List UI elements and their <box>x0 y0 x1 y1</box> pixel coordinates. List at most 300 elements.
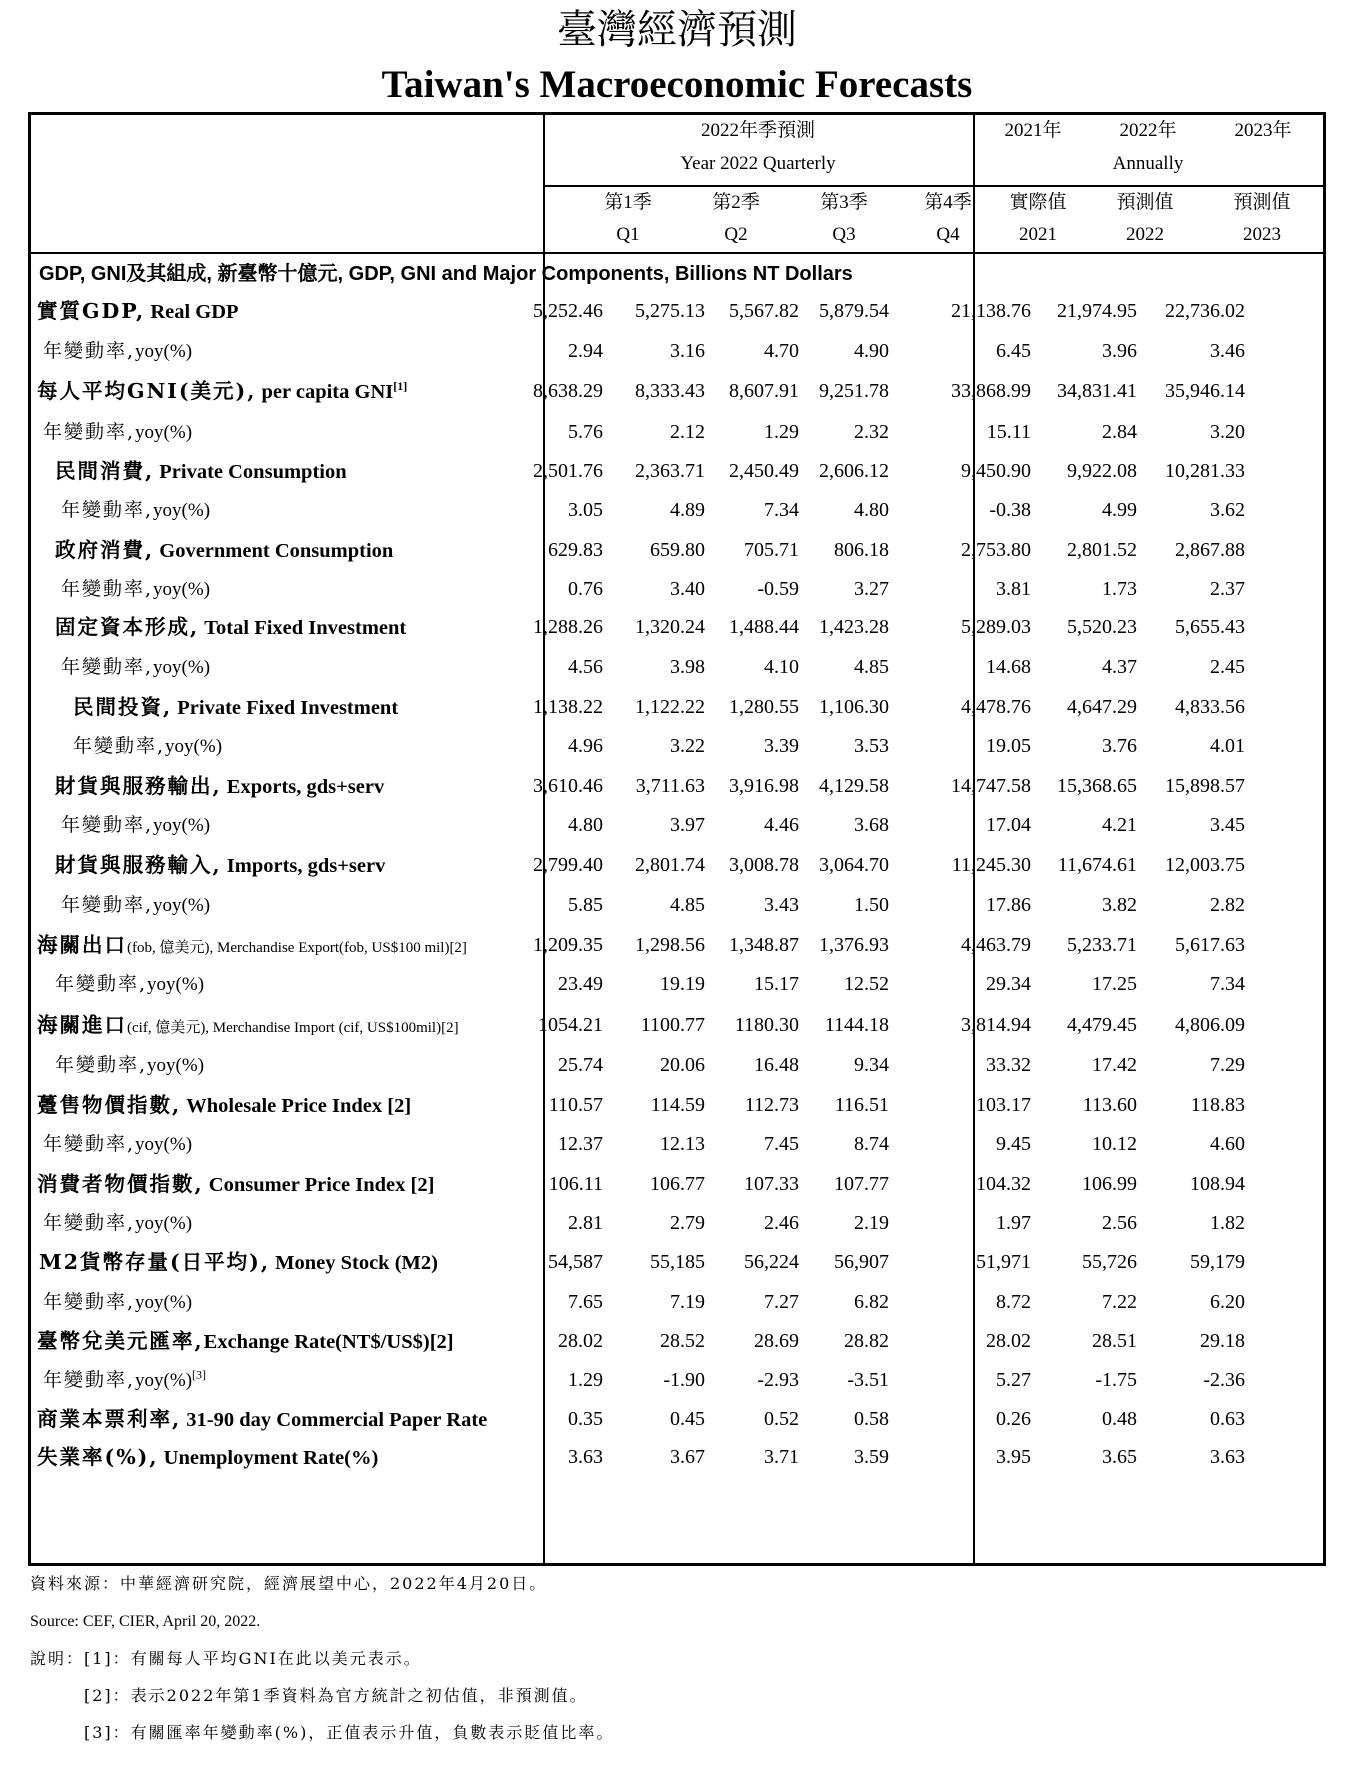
value-cell: 2,363.71 <box>635 460 705 482</box>
value-cell: 106.99 <box>1082 1173 1137 1195</box>
value-cell: 3.95 <box>996 1446 1031 1468</box>
row-label-zh: 年變動率, <box>61 894 154 916</box>
value-cell: 12,003.75 <box>1165 854 1245 876</box>
row-label-en: Total Fixed Investment <box>199 617 407 639</box>
value-cell: 4.85 <box>854 656 889 678</box>
value-cell: 2.37 <box>1210 578 1245 600</box>
value-cell: -1.75 <box>1095 1369 1137 1391</box>
value-cell: 4.90 <box>854 340 889 362</box>
row-label-en: yoy(%) <box>153 895 211 916</box>
row-label <box>43 333 192 369</box>
value-cell: 3.16 <box>670 340 705 362</box>
row-label <box>55 532 393 568</box>
year-2022-header: 2022年 <box>1119 120 1177 141</box>
value-cell: 3.82 <box>1102 894 1137 916</box>
row-label <box>43 1362 206 1398</box>
value-cell: 1,209.35 <box>533 934 603 956</box>
row-label <box>37 1166 434 1202</box>
value-cell: 19.19 <box>660 973 705 995</box>
value-cell: 3.40 <box>670 578 705 600</box>
value-cell: 21,974.95 <box>1057 300 1137 322</box>
table-row <box>31 1401 1329 1437</box>
value-cell: 9,251.78 <box>819 380 889 402</box>
col-q3-zh: 第3季 <box>820 192 868 213</box>
row-label-en: yoy(%) <box>153 815 211 836</box>
row-label-en: (fob, 億美元), Merchandise Export(fob, US$100 mil)[2] <box>127 940 467 956</box>
row-label-zh: 政府消費, <box>55 538 155 562</box>
table-row <box>31 847 1329 883</box>
value-cell: 4.85 <box>670 894 705 916</box>
value-cell: 15.17 <box>754 973 799 995</box>
value-cell: 0.76 <box>568 578 603 600</box>
value-cell: 17.42 <box>1092 1054 1137 1076</box>
value-cell: 114.59 <box>650 1094 705 1116</box>
row-label-zh: 海關出口 <box>37 933 127 957</box>
value-cell: 107.33 <box>744 1173 799 1195</box>
value-cell: 1,423.28 <box>819 616 889 638</box>
row-label-zh: 年變動率, <box>43 1212 136 1234</box>
value-cell: 28.02 <box>558 1330 603 1352</box>
value-cell: 2.45 <box>1210 656 1245 678</box>
row-label-en: (cif, 億美元), Merchandise Import (cif, US$100mil)[2] <box>127 1020 459 1036</box>
row-label <box>37 1323 454 1359</box>
title-chinese: 臺灣經濟預測 <box>557 7 797 53</box>
row-label <box>55 768 384 804</box>
row-label-zh: 年變動率, <box>61 578 154 600</box>
col-2023-zh: 預測值 <box>1233 192 1291 213</box>
row-label-en: per capita GNI <box>256 381 394 403</box>
table-row <box>31 1284 1329 1320</box>
value-cell: 4.80 <box>854 499 889 521</box>
forecast-table <box>28 112 1326 1566</box>
col-q2-en: Q2 <box>724 224 748 245</box>
value-cell: 2.81 <box>568 1212 603 1234</box>
value-cell: -2.93 <box>757 1369 799 1391</box>
row-label-zh: 年變動率, <box>43 1291 136 1313</box>
value-cell: 6.82 <box>854 1291 889 1313</box>
value-cell: 14.68 <box>986 656 1031 678</box>
value-cell: 5,275.13 <box>635 300 705 322</box>
value-cell: 4,833.56 <box>1175 696 1245 718</box>
row-label-zh: 年變動率, <box>43 1133 136 1155</box>
value-cell: 5.85 <box>568 894 603 916</box>
quarterly-header-en: Year 2022 Quarterly <box>680 153 836 174</box>
value-cell: 8,638.29 <box>533 380 603 402</box>
table-row <box>31 571 1329 607</box>
table-row <box>31 1205 1329 1241</box>
value-cell: 3.43 <box>764 894 799 916</box>
row-label-en: yoy(%) <box>135 1292 193 1313</box>
table-row <box>31 768 1329 804</box>
value-cell: 1.50 <box>854 894 889 916</box>
value-cell: 6.20 <box>1210 1291 1245 1313</box>
value-cell: 1,122.22 <box>635 696 705 718</box>
quarterly-header-zh: 2022年季預測 <box>700 120 815 141</box>
row-label-en: Imports, gds+serv <box>221 855 386 877</box>
table-row <box>31 1244 1329 1280</box>
row-label-en: yoy(%) <box>135 422 193 443</box>
row-label-zh: 年變動率, <box>55 1054 148 1076</box>
value-cell: 5,567.82 <box>729 300 799 322</box>
value-cell: 14,747.58 <box>951 775 1031 797</box>
value-cell: 1100.77 <box>640 1014 705 1036</box>
value-cell: 33.32 <box>986 1054 1031 1076</box>
value-cell: 20.06 <box>660 1054 705 1076</box>
row-label-zh: 年變動率, <box>43 340 136 362</box>
value-cell: 7.34 <box>764 499 799 521</box>
table-row <box>31 1047 1329 1083</box>
value-cell: 3.81 <box>996 578 1031 600</box>
value-cell: 29.18 <box>1200 1330 1245 1352</box>
value-cell: 7.22 <box>1102 1291 1137 1313</box>
value-cell: 110.57 <box>548 1094 603 1116</box>
value-cell: 0.26 <box>996 1408 1031 1430</box>
value-cell: 0.58 <box>854 1408 889 1430</box>
value-cell: 1.82 <box>1210 1212 1245 1234</box>
value-cell: 5.27 <box>996 1369 1031 1391</box>
col-q4-en: Q4 <box>936 224 960 245</box>
value-cell: 4,806.09 <box>1175 1014 1245 1036</box>
value-cell: 4,647.29 <box>1067 696 1137 718</box>
row-label-en: Unemployment Rate(%) <box>158 1447 379 1469</box>
table-row <box>31 1087 1329 1123</box>
row-label-zh: 臺幣兌美元匯率, <box>37 1329 204 1353</box>
value-cell: 2.32 <box>854 421 889 443</box>
value-cell: 9.45 <box>996 1133 1031 1155</box>
row-label-zh: 年變動率, <box>61 656 154 678</box>
value-cell: 22,736.02 <box>1165 300 1245 322</box>
row-label <box>61 887 210 923</box>
value-cell: 4.89 <box>670 499 705 521</box>
value-cell: 0.45 <box>670 1408 705 1430</box>
row-label-en: yoy(%) <box>153 657 211 678</box>
value-cell: 5,252.46 <box>533 300 603 322</box>
value-cell: 0.35 <box>568 1408 603 1430</box>
value-cell: 12.52 <box>844 973 889 995</box>
value-cell: 1.29 <box>568 1369 603 1391</box>
value-cell: 17.86 <box>986 894 1031 916</box>
value-cell: 112.73 <box>744 1094 799 1116</box>
table-row <box>31 1126 1329 1162</box>
value-cell: -3.51 <box>847 1369 889 1391</box>
value-cell: 7.19 <box>670 1291 705 1313</box>
value-cell: 5,617.63 <box>1175 934 1245 956</box>
value-cell: 28.52 <box>660 1330 705 1352</box>
value-cell: 12.37 <box>558 1133 603 1155</box>
row-label-en: Private Fixed Investment <box>172 697 399 719</box>
value-cell: 7.65 <box>568 1291 603 1313</box>
value-cell: 2.12 <box>670 421 705 443</box>
footer-note-1: 說明：[1]：有關每人平均GNI在此以美元表示。 <box>30 1649 422 1668</box>
value-cell: 6.45 <box>996 340 1031 362</box>
value-cell: 0.52 <box>764 1408 799 1430</box>
footnote-ref: [1] <box>393 379 408 394</box>
value-cell: 5,520.23 <box>1067 616 1137 638</box>
row-label-en: Real GDP <box>145 301 239 323</box>
value-cell: 4.70 <box>764 340 799 362</box>
row-label <box>61 807 210 843</box>
value-cell: 3.05 <box>568 499 603 521</box>
row-label-en: yoy(%) <box>135 341 193 362</box>
value-cell: 4.01 <box>1210 735 1245 757</box>
value-cell: 0.48 <box>1102 1408 1137 1430</box>
col-q2-zh: 第2季 <box>712 192 760 213</box>
row-label-zh: 海關進口 <box>37 1013 127 1037</box>
value-cell: 3.71 <box>764 1446 799 1468</box>
value-cell: 17.25 <box>1092 973 1137 995</box>
table-row <box>31 532 1329 568</box>
row-label <box>37 1087 411 1123</box>
value-cell: 4.10 <box>764 656 799 678</box>
value-cell: 11,674.61 <box>1057 854 1137 876</box>
value-cell: 2,606.12 <box>819 460 889 482</box>
row-label-en: yoy(%) <box>153 500 211 521</box>
row-label <box>55 1047 204 1083</box>
row-label <box>37 927 467 963</box>
value-cell: 3.76 <box>1102 735 1137 757</box>
value-cell: -2.36 <box>1203 1369 1245 1391</box>
value-cell: 3.27 <box>854 578 889 600</box>
value-cell: 4,479.45 <box>1067 1014 1137 1036</box>
col-2021-en: 2021 <box>1019 224 1057 245</box>
row-label <box>61 492 210 528</box>
value-cell: 9,450.90 <box>961 460 1031 482</box>
value-cell: 3.67 <box>670 1446 705 1468</box>
table-row <box>31 333 1329 369</box>
value-cell: 113.60 <box>1082 1094 1137 1116</box>
value-cell: 4.99 <box>1102 499 1137 521</box>
value-cell: 2.56 <box>1102 1212 1137 1234</box>
value-cell: 5.76 <box>568 421 603 443</box>
value-cell: 7.29 <box>1210 1054 1245 1076</box>
value-cell: 1.97 <box>996 1212 1031 1234</box>
value-cell: 54,587 <box>548 1251 603 1273</box>
col-q3-en: Q3 <box>832 224 856 245</box>
table-row <box>31 807 1329 843</box>
value-cell: 5,655.43 <box>1175 616 1245 638</box>
value-cell: 2,799.40 <box>533 854 603 876</box>
row-label-zh: 固定資本形成, <box>55 615 200 639</box>
value-cell: 19.05 <box>986 735 1031 757</box>
value-cell: 2.84 <box>1102 421 1137 443</box>
value-cell: 56,224 <box>744 1251 799 1273</box>
row-label-zh: 實質GDP, <box>37 299 146 323</box>
value-cell: 1,348.87 <box>729 934 799 956</box>
value-cell: 59,179 <box>1190 1251 1245 1273</box>
value-cell: 3.39 <box>764 735 799 757</box>
value-cell: 3.63 <box>568 1446 603 1468</box>
value-cell: 9.34 <box>854 1054 889 1076</box>
table-row <box>31 649 1329 685</box>
col-q4-zh: 第4季 <box>924 192 972 213</box>
row-label-zh: 每人平均GNI(美元), <box>37 379 257 403</box>
value-cell: 3.59 <box>854 1446 889 1468</box>
value-cell: 4.21 <box>1102 814 1137 836</box>
value-cell: 4.60 <box>1210 1133 1245 1155</box>
row-label-zh: 年變動率, <box>61 814 154 836</box>
footer-note-2: [2]：表示2022年第1季資料為官方統計之初估值，非預測值。 <box>84 1686 588 1705</box>
row-label-zh: 失業率(%), <box>37 1445 159 1469</box>
value-cell: 103.17 <box>976 1094 1031 1116</box>
value-cell: 118.83 <box>1190 1094 1245 1116</box>
value-cell: 1180.30 <box>734 1014 799 1036</box>
row-label <box>37 373 407 409</box>
table-row <box>31 453 1329 489</box>
value-cell: 15.11 <box>986 421 1031 443</box>
value-cell: 3.96 <box>1102 340 1137 362</box>
row-label-en: Consumer Price Index [2] <box>203 1174 435 1196</box>
value-cell: 28.02 <box>986 1330 1031 1352</box>
value-cell: 806.18 <box>834 539 889 561</box>
value-cell: 3,916.98 <box>729 775 799 797</box>
value-cell: 7.27 <box>764 1291 799 1313</box>
value-cell: 23.49 <box>558 973 603 995</box>
table-row <box>31 1166 1329 1202</box>
value-cell: 17.04 <box>986 814 1031 836</box>
value-cell: 3.20 <box>1210 421 1245 443</box>
value-cell: 106.11 <box>548 1173 603 1195</box>
value-cell: 2.94 <box>568 340 603 362</box>
value-cell: 25.74 <box>558 1054 603 1076</box>
row-label-en: Money Stock (M2) <box>270 1252 438 1274</box>
row-label-zh: 年變動率, <box>43 1369 136 1391</box>
value-cell: 29.34 <box>986 973 1031 995</box>
value-cell: 28.51 <box>1092 1330 1137 1352</box>
value-cell: 2,867.88 <box>1175 539 1245 561</box>
value-cell: 28.82 <box>844 1330 889 1352</box>
value-cell: 3,008.78 <box>729 854 799 876</box>
footer-source-zh: 資料來源：中華經濟研究院，經濟展望中心，2022年4月20日。 <box>30 1574 548 1593</box>
value-cell: 1,280.55 <box>729 696 799 718</box>
row-label-zh: 消費者物價指數, <box>37 1172 204 1196</box>
col-q1-en: Q1 <box>616 224 640 245</box>
value-cell: 108.94 <box>1190 1173 1245 1195</box>
value-cell: 3.62 <box>1210 499 1245 521</box>
value-cell: 2.82 <box>1210 894 1245 916</box>
row-label <box>43 1284 192 1320</box>
row-label-zh: 年變動率, <box>55 973 148 995</box>
value-cell: -1.90 <box>663 1369 705 1391</box>
row-label <box>37 1007 459 1043</box>
value-cell: 4,478.76 <box>961 696 1031 718</box>
value-cell: 2,801.74 <box>635 854 705 876</box>
value-cell: 3.97 <box>670 814 705 836</box>
row-label <box>73 689 398 725</box>
value-cell: 4,463.79 <box>961 934 1031 956</box>
value-cell: 11,245.30 <box>951 854 1031 876</box>
value-cell: 1,106.30 <box>819 696 889 718</box>
value-cell: 3,610.46 <box>533 775 603 797</box>
value-cell: -0.38 <box>989 499 1031 521</box>
title-english: Taiwan's Macroeconomic Forecasts <box>381 63 973 106</box>
table-row <box>31 1323 1329 1359</box>
value-cell: 1054.21 <box>538 1014 603 1036</box>
row-label-en: yoy(%) <box>135 1213 193 1234</box>
row-label <box>43 1205 192 1241</box>
row-label <box>37 1401 487 1437</box>
value-cell: 10.12 <box>1092 1133 1137 1155</box>
value-cell: 55,185 <box>650 1251 705 1273</box>
value-cell: 3.45 <box>1210 814 1245 836</box>
value-cell: 1,376.93 <box>819 934 889 956</box>
value-cell: 107.77 <box>834 1173 889 1195</box>
header-bottom-border <box>31 252 1323 254</box>
footnote-ref: [3] <box>192 1367 207 1382</box>
footer-source-en: Source: CEF, CIER, April 20, 2022. <box>30 1613 261 1630</box>
annual-header-en: Annually <box>1112 153 1184 174</box>
row-label-zh: 民間投資, <box>73 695 173 719</box>
value-cell: 8,333.43 <box>635 380 705 402</box>
table-row <box>31 1007 1329 1043</box>
table-row <box>31 927 1329 963</box>
table-row <box>31 887 1329 923</box>
value-cell: 2,450.49 <box>729 460 799 482</box>
section-title: GDP, GNI及其組成, 新臺幣十億元, GDP, GNI and Major Components, Billions NT Dollars <box>39 263 853 285</box>
value-cell: 106.77 <box>650 1173 705 1195</box>
value-cell: 4.96 <box>568 735 603 757</box>
value-cell: 3.53 <box>854 735 889 757</box>
table-row <box>31 414 1329 450</box>
value-cell: 4.37 <box>1102 656 1137 678</box>
col-2022-en: 2022 <box>1126 224 1164 245</box>
value-cell: 2.46 <box>764 1212 799 1234</box>
row-label-en: yoy(%) <box>147 974 205 995</box>
row-label-zh: 財貨與服務輸入, <box>55 853 222 877</box>
value-cell: 2.19 <box>854 1212 889 1234</box>
row-label-en: 31-90 day Commercial Paper Rate <box>181 1409 488 1431</box>
row-label <box>61 571 210 607</box>
value-cell: -0.59 <box>757 578 799 600</box>
value-cell: 1144.18 <box>824 1014 889 1036</box>
value-cell: 2,753.80 <box>961 539 1031 561</box>
value-cell: 3.46 <box>1210 340 1245 362</box>
row-label <box>61 649 210 685</box>
row-label-en: yoy(%) <box>135 1134 193 1155</box>
value-cell: 35,946.14 <box>1165 380 1245 402</box>
value-cell: 1,138.22 <box>533 696 603 718</box>
value-cell: 2.79 <box>670 1212 705 1234</box>
value-cell: 28.69 <box>754 1330 799 1352</box>
value-cell: 3.68 <box>854 814 889 836</box>
year-2023-header: 2023年 <box>1234 120 1292 141</box>
row-label <box>55 609 406 645</box>
row-label-zh: 商業本票利率, <box>37 1407 182 1431</box>
table-row <box>31 609 1329 645</box>
value-cell: 3.22 <box>670 735 705 757</box>
table-row <box>31 373 1329 409</box>
row-label-en: Wholesale Price Index [2] <box>181 1095 412 1117</box>
row-label <box>39 1244 438 1280</box>
value-cell: 10,281.33 <box>1165 460 1245 482</box>
value-cell: 55,726 <box>1082 1251 1137 1273</box>
row-label <box>37 1439 378 1475</box>
row-label <box>55 847 385 883</box>
row-label-en: Government Consumption <box>154 540 394 562</box>
value-cell: 629.83 <box>548 539 603 561</box>
header-subdivider <box>543 185 1323 187</box>
col-2022-zh: 預測值 <box>1116 192 1174 213</box>
row-label-en: yoy(%) <box>147 1055 205 1076</box>
col-q1-zh: 第1季 <box>604 192 652 213</box>
row-label-zh: 躉售物價指數, <box>37 1093 182 1117</box>
value-cell: 21,138.76 <box>951 300 1031 322</box>
value-cell: 1,488.44 <box>729 616 799 638</box>
value-cell: 4.80 <box>568 814 603 836</box>
table-row <box>31 1439 1329 1475</box>
value-cell: 8.72 <box>996 1291 1031 1313</box>
value-cell: 9,922.08 <box>1067 460 1137 482</box>
value-cell: 34,831.41 <box>1057 380 1137 402</box>
